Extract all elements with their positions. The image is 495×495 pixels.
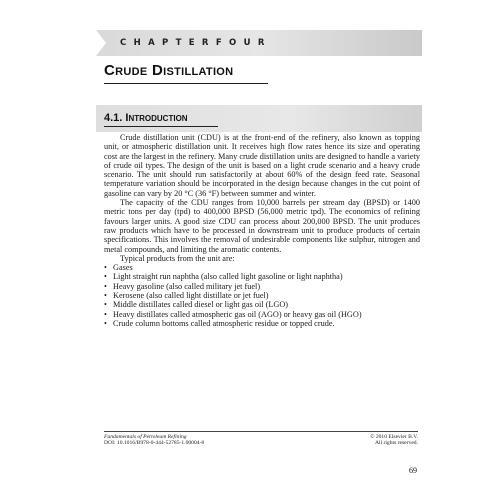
doi-text: DOI: 10.1016/B978-0-444-52785-1.00004-8 — [104, 440, 205, 447]
list-item: • Crude column bottoms called atmospheric residue or topped crude. — [104, 319, 420, 328]
chapter-title: Crude Distillation — [104, 62, 234, 79]
list-item: • Heavy gasoline (also called military jet fuel) — [104, 282, 420, 291]
title-underline — [104, 83, 268, 84]
book-title: Fundamentals of Petroleum Refining — [104, 434, 187, 440]
body-text — [104, 133, 420, 328]
chapter-banner — [96, 30, 422, 56]
list-item: • Gases — [104, 263, 420, 272]
paragraph-capacity: The capacity of the CDU ranges from 10,000 barrels per stream day (BPSD) or 1400 metric tons per day (tpd) to 400,000 BPSD (56,000 metric tpd). The economics of refining favours larger units. A good size CDU can process about 200,000 BPSD. The unit produces raw products which have to be processed in downstream unit to produce products of certain specifications. This involves the removal of undesirable components like sulphur, nitrogen and metal compounds, and limiting the aromatic contents. — [104, 198, 420, 254]
section-heading: 4.1. Introduction — [104, 112, 188, 124]
paragraph-products-intro: Typical products from the unit are: — [120, 253, 235, 263]
section-banner — [96, 105, 422, 132]
footer-divider — [104, 431, 418, 432]
page-number: 69 — [409, 466, 417, 475]
chapter-label: C H A P T E R F O U R — [120, 38, 267, 48]
list-item: • Kerosene (also called light distillate or jet fuel) — [104, 291, 420, 300]
footer-copyright — [370, 434, 418, 447]
rights-text: All rights reserved. — [374, 440, 418, 447]
footer-citation — [104, 434, 204, 447]
products-list — [104, 263, 420, 328]
section-underline — [104, 126, 218, 127]
list-item: • Heavy distillates called atmospheric gas oil (AGO) or heavy gas oil (HGO) — [104, 310, 420, 319]
paragraph-intro: Crude distillation unit (CDU) is at the front-end of the refinery, also known as topping unit, or atmospheric distillation unit. It receives high flow rates hence its size and operating cost are the largest in the refinery. Many crude distillation units are designed to handle a variety of crude oil types. The design of the unit is based on a light crude scenario and a heavy crude scenario. The unit should run satisfactorily at about 60% of the design feed rate. Seasonal temperature variation should be incorporated in the design because changes in the cut point of gasoline can vary by 20 °C (36 °F) between summer and winter. — [104, 133, 420, 198]
list-item: • Middle distillates called diesel or light gas oil (LGO) — [104, 300, 420, 309]
copyright-text: © 2010 Elsevier B.V. — [370, 434, 418, 440]
list-item: • Light straight run naphtha (also called light gasoline or light naphtha) — [104, 272, 420, 281]
